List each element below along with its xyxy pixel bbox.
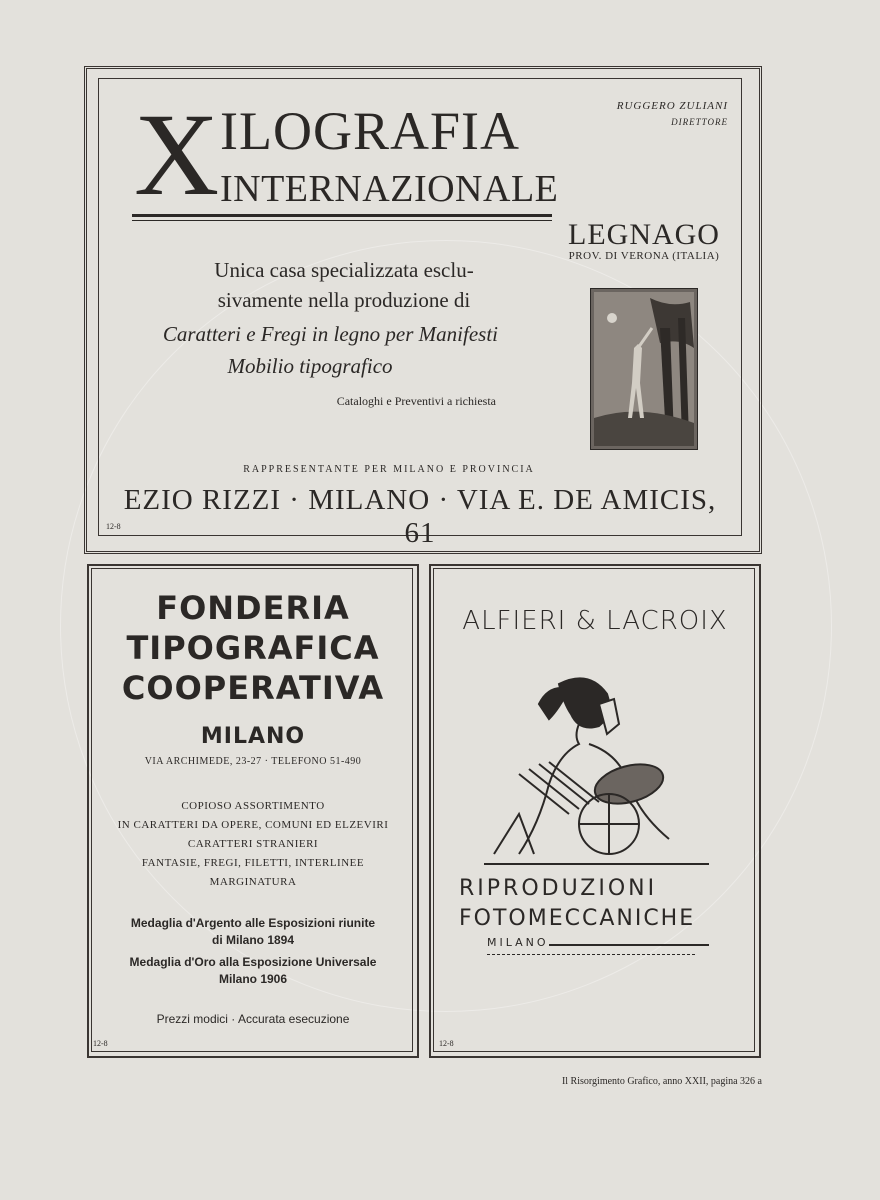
page-footer: Il Risorgimento Grafico, anno XXII, pagina 326 a: [561, 1076, 762, 1087]
city: LEGNAGO: [568, 218, 720, 251]
title-line-1: RIPRODUZIONI: [459, 876, 658, 901]
medal-1-line-1: Medaglia d'Argento alle Esposizioni riunite: [130, 916, 376, 930]
woodcut-illustration: [590, 288, 698, 450]
city: MILANO: [200, 724, 306, 749]
city: MILANO: [487, 936, 549, 949]
ad-code: 12-8: [93, 1039, 108, 1048]
ad-code: 12-8: [106, 522, 121, 531]
title-line-3: COOPERATIVA: [121, 669, 385, 707]
city-sub: PROV. DI VERONA (ITALIA): [568, 250, 720, 262]
medal-1-line-2: di Milano 1894: [211, 933, 295, 947]
title-line-1: FONDERIA: [156, 589, 350, 627]
decorative-rule: [487, 954, 695, 955]
address: VIA ARCHIMEDE, 23-27 · TELEFONO 51-490: [144, 756, 362, 767]
description-line-1: Unica casa specializzata esclu-: [214, 258, 474, 282]
company-name: ALFIERI & LACROIX: [462, 606, 728, 636]
title: ILOGRAFIA: [220, 101, 520, 161]
medal-2-line-1: Medaglia d'Oro alla Esposizione Universale: [129, 955, 377, 969]
fonderia-advertisement: [87, 564, 419, 1058]
catalog-note: Cataloghi e Preventivi a richiesta: [336, 394, 496, 408]
city-rule: [549, 944, 709, 946]
representative-label: RAPPRESENTANTE PER MILANO E PROVINCIA: [243, 464, 535, 475]
director-name: RUGGERO ZULIANI: [616, 100, 728, 112]
alfieri-lacroix-advertisement: [429, 564, 761, 1058]
title-line-2: FOTOMECCANICHE: [459, 906, 696, 931]
woman-painter-illustration: [479, 664, 719, 874]
products-line-2: Mobilio tipografico: [227, 354, 393, 378]
director-role: DIRETTORE: [671, 117, 728, 127]
title-rule-thin: [132, 220, 552, 221]
description-line-2: sivamente nella produzione di: [217, 288, 471, 312]
subtitle: INTERNAZIONALE: [220, 168, 559, 210]
title-initial: X: [134, 89, 218, 220]
products-line-1: Caratteri e Fregi in legno per Manifesti: [162, 322, 498, 346]
assortment-line: CARATTERI STRANIERI: [187, 838, 319, 850]
assortment-line: MARGINATURA: [209, 876, 297, 888]
assortment-line: FANTASIE, FREGI, FILETTI, INTERLINEE: [141, 857, 365, 869]
medal-2-line-2: Milano 1906: [218, 972, 288, 986]
prices-note: Prezzi modici · Accurata esecuzione: [156, 1012, 350, 1026]
xilografia-advertisement: [84, 66, 760, 552]
title-line-2: TIPOGRAFICA: [126, 629, 380, 667]
ad-code: 12-8: [439, 1039, 454, 1048]
assortment-line: IN CARATTERI DA OPERE, COMUNI ED ELZEVIRI: [117, 819, 389, 831]
representative-address: EZIO RIZZI · MILANO · VIA E. DE AMICIS, 61: [123, 484, 717, 549]
title-rule: [132, 214, 552, 217]
assortment-line: COPIOSO ASSORTIMENTO: [181, 800, 325, 812]
